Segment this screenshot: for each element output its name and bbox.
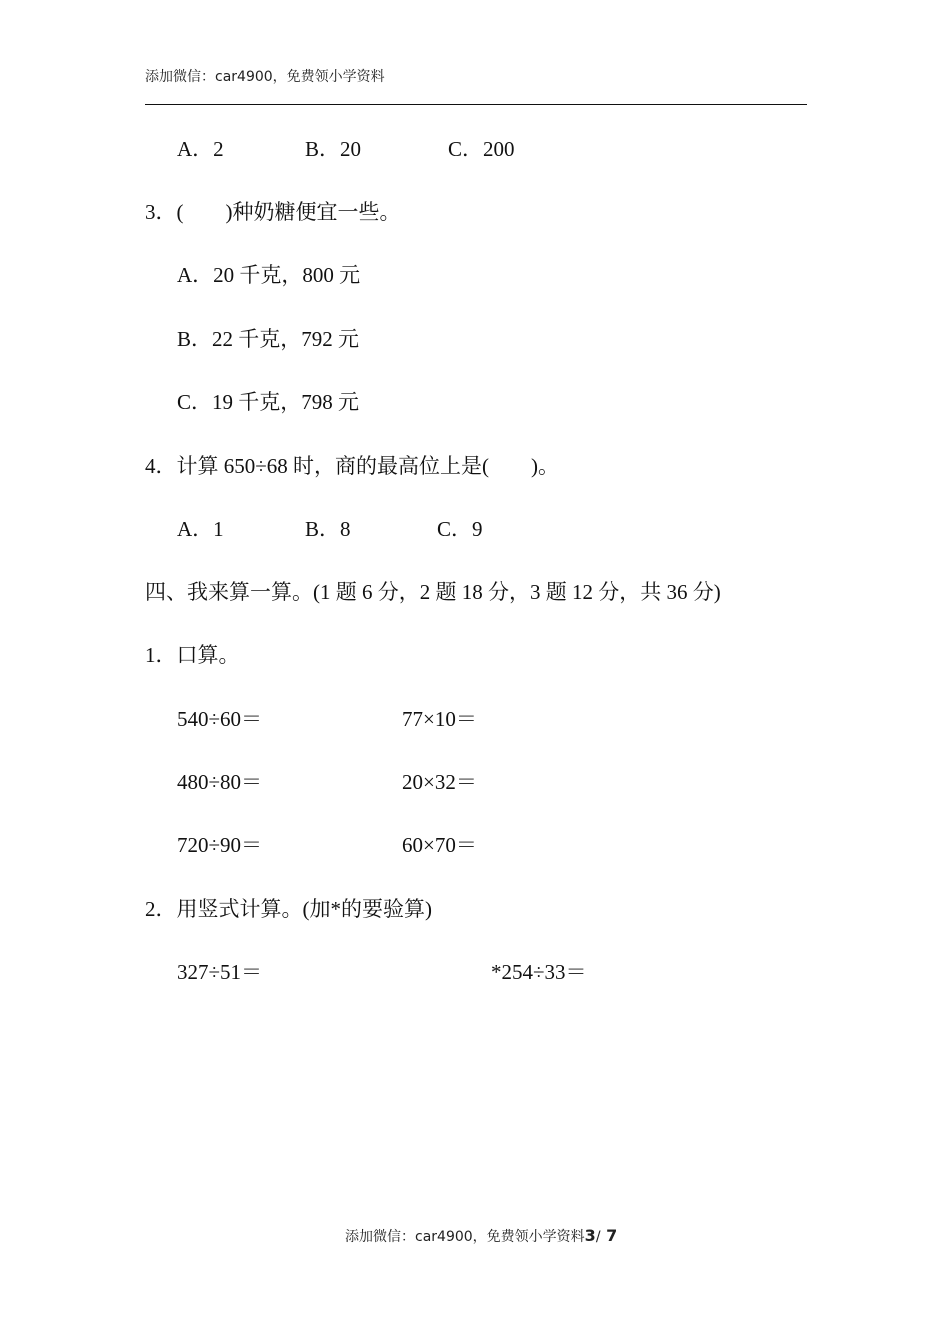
q2-option-b: B．20 (305, 137, 362, 161)
header-text: 添加微信：car4900，免费领小学资料 (145, 69, 385, 85)
oral-right-2: 20×32＝ (402, 770, 477, 794)
written-right: *254÷33＝ (491, 960, 587, 984)
header-rule (145, 104, 807, 105)
section4-part1-title: 1．口算。 (145, 643, 240, 667)
q2-option-c: C．200 (448, 137, 515, 161)
q3-option-a: A．20 千克，800 元 (177, 263, 361, 287)
footer (345, 1226, 617, 1246)
q4-option-c: C．9 (437, 517, 483, 541)
oral-left-3: 720÷90＝ (177, 833, 263, 857)
written-left: 327÷51＝ (177, 960, 263, 984)
oral-right-3: 60×70＝ (402, 833, 477, 857)
q4-option-b: B．8 (305, 517, 351, 541)
page-total: 7 (600, 1226, 618, 1245)
q3-option-c: C．19 千克，798 元 (177, 390, 360, 414)
q2-option-a: A．2 (177, 137, 224, 161)
q3-option-b: B．22 千克，792 元 (177, 327, 360, 351)
oral-left-2: 480÷80＝ (177, 770, 263, 794)
page-separator: / (595, 1229, 601, 1245)
footer-text: 添加微信：car4900，免费领小学资料 (345, 1229, 585, 1245)
q4-option-a: A．1 (177, 517, 224, 541)
oral-left-1: 540÷60＝ (177, 707, 263, 731)
section4-part2-title: 2．用竖式计算。(加*的要验算) (145, 897, 432, 921)
q4-stem: 4．计算 650÷68 时，商的最高位上是( )。 (145, 454, 560, 478)
oral-right-1: 77×10＝ (402, 707, 477, 731)
page-current: 3 (584, 1226, 596, 1245)
section4-title: 四、我来算一算。(1 题 6 分，2 题 18 分，3 题 12 分，共 36 分) (145, 580, 721, 604)
q3-stem: 3．( )种奶糖便宜一些。 (145, 200, 401, 224)
